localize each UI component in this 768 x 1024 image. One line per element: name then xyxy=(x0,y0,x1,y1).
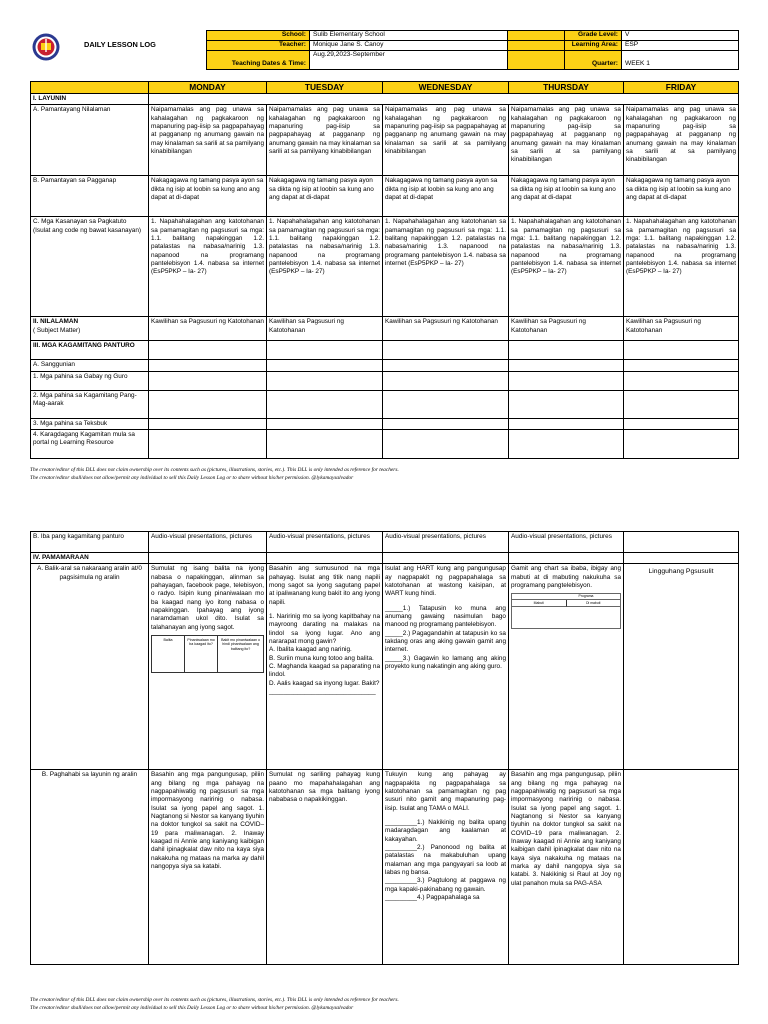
tuesday-choice-d: D. Aalis kaagad sa inyong lugar. Bakit? xyxy=(269,679,380,687)
friday-kasanayan: 1. Napahahalagahan ang katotohanan sa pamamagitan ng pagsusuri sa mga: 1.1. balitang napakinggan 1.2. patalastas na nabasa/narinig 1.3. napanood na programang pantelebisyon 1.4. nabasa sa internet (EsP5PKP – Ia- 27) xyxy=(624,217,739,317)
wednesday-paghahabi-3: _________3.) Pagtulong at paggawa ng mga kapaki-pakinabang ng gawain. xyxy=(385,877,506,893)
wednesday-paghahabi-intro: Tukuyin kung ang pahayag ay nagpapakita ng pagpapahalaga sa katotohanan sa pamamagitan ng pag susuri nito gamit ang mapanuring pag-iisip. Isulat ang TAMA o MALI. xyxy=(385,771,506,812)
document-title: DAILY LESSON LOG xyxy=(84,40,156,49)
wednesday-balik-aral xyxy=(383,564,509,770)
label-paghahabi: B. Paghahabi sa layunin ng aralin xyxy=(31,770,149,965)
tuesday-choice-a: A. Ibalita kaagad ang narinig. xyxy=(269,646,352,654)
day-header-thursday: THURSDAY xyxy=(509,82,624,94)
thursday-nilalaman: Kawilihan sa Pagsusuri ng Katotohanan xyxy=(509,317,624,341)
wednesday-paghahabi-1: _________1.) Nakikinig ng balita upang madaragdagan ang kaalaman at kakayahan. xyxy=(385,818,506,843)
school-value: Sulib Elementary School xyxy=(310,31,508,41)
wednesday-nilalaman: Kawilihan sa Pagsusuri ng Katotohanan xyxy=(383,317,509,341)
kasanayan-note: (Isulat ang code ng bawat kasanayan) xyxy=(33,226,142,234)
friday-balik-aral: Lingguhang Pgsusulit xyxy=(624,564,739,770)
thursday-balik-aral xyxy=(509,564,624,770)
label-pamantayan-pagganap: B. Pamantayan sa Pagganap xyxy=(31,176,149,217)
label-gabay-guro: 1. Mga pahina sa Gabay ng Guro xyxy=(31,371,149,390)
footer-page2 xyxy=(30,996,399,1012)
mini-col-balita: Balita xyxy=(152,636,185,672)
wednesday-item-1: _____1.) Tatapusin ko muna ang anumang gawaing nasimulan bago manood ng programang pantelebisyon. xyxy=(385,604,506,629)
thursday-pamantayang-nilalaman: Naipamamalas ang pag unawa sa kahalagahan ng pagkakaroon ng mapanuring pag-iisip sa pagpapahayag at paggananp ng anumang gawain na may kinalaman sa sarili at sa pamilyang kinabibilangan xyxy=(509,105,624,176)
wednesday-kasanayan: 1. Napahahalagahan ang katotohanan sa pamamagitan ng pagsusuri sa mga: 1.1. balitang napakinggan 1.2. patalastas na nabasa/narinig 1.3. napanood na programang pantelebisyon 1.4. nabasa sa internet (EsP5PKP – Ia- 27) xyxy=(383,217,509,317)
tuesday-choice-b: B. Suriin muna kung totoo ang balita. xyxy=(269,654,374,662)
friday-pamantayang-nilalaman: Naipamamalas ang pag unawa sa kahalagahan ng pagkakaroon ng mapanuring pag-iisip sa pagpapahayag at paggananp ng anumang gawain na may kinalaman sa sarili at sa pamilyang kinabibilangan xyxy=(624,105,739,176)
day-header-tuesday: TUESDAY xyxy=(267,82,383,94)
friday-nilalaman: Kawilihan sa Pagsusuri ng Katotohanan xyxy=(624,317,739,341)
nilalaman-title: II. NILALAMAN xyxy=(33,318,79,326)
label-karagdagang: 4. Karagdagang Kagamitan mula sa portal ng Learning Resource xyxy=(31,429,149,458)
label-kagamitang-mag-aaral: 2. Mga pahina sa Kagamitang Pang-Mag-aarak xyxy=(31,390,149,418)
friday-pamantayan-pagganap: Nakagagawa ng tamang pasya ayon sa dikta ng isip at loobin sa kung ano ang dapat at di-dapat xyxy=(624,176,739,217)
chart-col-di-mabuti: Di mabuti xyxy=(567,600,621,607)
dates-label: Teaching Dates & Time: xyxy=(207,51,310,70)
header-table xyxy=(206,30,739,70)
school-label: School: xyxy=(207,31,310,41)
wednesday-pamantayang-nilalaman: Naipamamalas ang pag unawa sa kahalagahan ng pagkakaroon ng mapanuring pag-iisip sa pagpapahayag at paggananp ng anumang gawain na may kinalaman sa sarili at sa pamilyang kinabibilangan xyxy=(383,105,509,176)
wednesday-paghahabi-4: _________4.) Pagpapahalaga sa xyxy=(385,893,480,901)
tuesday-answer-line: ______________________________ xyxy=(269,687,376,695)
tuesday-kasanayan: 1. Napahahalagahan ang katotohanan sa pamamagitan ng pagsusuri sa mga: 1.1. balitang napakinggan 1.2. patalastas na nabasa/narinig 1.3. napanood na programang pantelebisyon 1.4. nabasa sa internet (EsP5PKP – Ia- 27) xyxy=(267,217,383,317)
thursday-iba-pang: Audio-visual presentations, pictures xyxy=(509,532,624,553)
kasanayan-title: C. Mga Kasanayan sa Pagkatuto xyxy=(33,218,127,226)
label-balik-aral: A. Balik-aral sa nakaraang aralin at/0 pagsisimula ng aralin xyxy=(31,564,149,770)
teacher-value: Monique Jane S. Canoy xyxy=(310,41,508,51)
tuesday-pamantayan-pagganap: Nakagagawa ng tamang pasya ayon sa dikta ng isip at loobin sa kung ano ang dapat at di-dapat xyxy=(267,176,383,217)
footer-page1 xyxy=(30,466,399,482)
label-pamantayang-nilalaman: A. Pamantayang Nilalaman xyxy=(31,105,149,176)
footer-line2: The creator/editor shall/does not allow/permit any individual to sell this Daily Lesson Log or to share without his/her permission. @lykamaysalvador xyxy=(30,1005,354,1012)
tuesday-intro: Basahin ang sumusunod na mga pahayag. Isulat ang titik nang napili mong sagot sa iyong sagutang papel at ipaliwanang kung bakit ito ang iyong napili. xyxy=(269,565,380,606)
monday-nilalaman: Kawilihan sa Pagsusuri ng Katotohanan xyxy=(149,317,267,341)
day-header-monday: MONDAY xyxy=(149,82,267,94)
label-iba-pang: B. Iba pang kagamitang panturo xyxy=(31,532,149,553)
chart-col-mabuti: Mabuti xyxy=(512,600,567,607)
day-header-friday: FRIDAY xyxy=(624,82,739,94)
label-nilalaman xyxy=(31,317,149,341)
thursday-kasanayan: 1. Napahahalagahan ang katotohanan sa pamamagitan ng pagsusuri sa mga: 1.1. balitang napakinggan 1.2. patalastas na nabasa/narinig 1.3. napanood na programang pantelebisyon 1.4. nabasa sa internet (EsP5PKP – Ia- 27) xyxy=(509,217,624,317)
grade-label: Grade Level: xyxy=(565,31,622,41)
tuesday-paghahabi: Sumulat ng sariling pahayag kung paano mo mapahahalagahan ang katotohanan sa mga balitang iyong nababasa o napakikinggan. xyxy=(267,770,383,965)
monday-kasanayan: 1. Napahahalagahan ang katotohanan sa pamamagitan ng pagsusuri sa mga: 1.1. balitang napakinggan 1.2. patalastas na nabasa/narinig 1.3. napanood na programang pantelebisyon 1.4. nabasa sa internet (EsP5PKP – Ia- 27) xyxy=(149,217,267,317)
label-kasanayan xyxy=(31,217,149,317)
area-label: Learning Area: xyxy=(565,41,622,51)
monday-balik-aral xyxy=(149,564,267,770)
wednesday-paghahabi-2: _________2.) Panonood ng balita at patalastas na makabuluhan upang malaman ang mga pangyayari sa loob at labas ng bansa. xyxy=(385,843,506,876)
monday-balik-aral-table xyxy=(151,635,264,673)
deped-seal-icon xyxy=(32,33,60,61)
dates-value: Aug.29,2023-September xyxy=(310,51,508,70)
monday-balik-aral-text: Sumulat ng isang balita na iyong nabasa o napakinggan, alinman sa pahayagan, facebook page, telebisyon, o radyo. Isipin kung pinaniwalaan mo ba kaagad nang iyo itong nabasa o napakinggan. Ipahayag ang iyong naramdaman ukol dito. Isulat sa talahanayan ang iyong sagot. xyxy=(151,565,264,631)
section-pamamaraan: IV. PAMAMARAAN xyxy=(31,553,149,564)
section-layunin: I. LAYUNIN xyxy=(31,94,149,105)
monday-paghahabi: Basahin ang mga pangungusap, piliin ang bilang ng mga pahayag na nagpapahiwatig ng pagsusuri sa mga impormasyong naririnig o nabasa. Isulat sa iyong papel ang sagot. 1. Nagtanong si Nestor sa kanyang tiyuhin na doktor tungkol sa sakit na COVID–19 para maliwanagan. 2. Inaway kaagad ni Annie ang kaniyang kaibigan dahil ipinagkalat daw nito na kaya siya nakakuha ng mataas na marka ay dahil nangopya siya sa katabi. xyxy=(149,770,267,965)
thursday-paghahabi: Basahin ang mga pangungusap, piliin ang bilang ng mga pahayag na nagpapahiwatig ng pagsusuri sa mga impormasyong naririnig o nabasa. Isulat sa iyong papel ang sagot. 1. Nagtanong si Nestor sa kanyang tiyuhin na doktor tungkol sa sakit na COVID–19 para maliwanagan. 2. Inaway kaagad ni Annie ang kaniyang kaibigan dahil ipinagkalat daw nito na kaya siya nakakuha ng mataas na marka ay dahil nangopya siya sa katabi. 3. Nakikinig si Raul at Joy ng ulat panahon mula sa PAG-ASA xyxy=(509,770,624,965)
grade-value: V xyxy=(622,31,739,41)
wednesday-item-3: _____3.) Gagawin ko lamang ang aking proyekto kung nakatingin ang aking guro. xyxy=(385,654,506,670)
footer-line1: The creator/editor of this DLL does not claim ownership over its contents such as (pictures, illustrations, stories, etc.). This DLL is only intended as reference for teachers. xyxy=(30,467,399,473)
area-value: ESP xyxy=(622,41,739,51)
wednesday-iba-pang: Audio-visual presentations, pictures xyxy=(383,532,509,553)
chart-title: Programa xyxy=(512,594,620,600)
footer-line1: The creator/editor of this DLL does not claim ownership over its contents such as (pictures, illustrations, stories, etc.). This DLL is only intended as reference for teachers. xyxy=(30,997,399,1003)
thursday-pamantayan-pagganap: Nakagagawa ng tamang pasya ayon sa dikta ng isip at loobin sa kung ano ang dapat at di-dapat xyxy=(509,176,624,217)
label-sanggunian: A. Sanggunian xyxy=(31,360,149,371)
tuesday-iba-pang: Audio-visual presentations, pictures xyxy=(267,532,383,553)
thursday-text: Gamit ang chart sa ibaba, ibigay ang mabuti at di mabuting nakukuha sa programang pangtelebisyon. xyxy=(511,565,621,589)
teacher-label: Teacher: xyxy=(207,41,310,51)
footer-line2: The creator/editor shall/does not allow/permit any individual to sell this Daily Lesson Log or to share without his/her permission. @lykamaysalvador xyxy=(30,475,354,482)
day-header-wednesday: WEDNESDAY xyxy=(383,82,509,94)
wednesday-item-2: _____2.) Pagagandahin at tatapusin ko sa takdang oras ang aking gawain gamit ang internet. xyxy=(385,629,506,654)
monday-iba-pang: Audio-visual presentations, pictures xyxy=(149,532,267,553)
lesson-table-page2 xyxy=(30,531,739,965)
monday-pamantayang-nilalaman: Naipamamalas ang pag unawa sa kahalagahan ng pagkakaroon ng mapanuring pag-iisip sa pagpapahayag at paggananp ng anumang gawain na may kinalaman sa sarili at sa pamilyang kinabibilangan xyxy=(149,105,267,176)
quarter-label: Quarter: xyxy=(565,51,622,70)
nilalaman-sub: ( Subject Matter) xyxy=(33,326,81,334)
wednesday-paghahabi xyxy=(383,770,509,965)
thursday-chart xyxy=(511,593,621,629)
tuesday-nilalaman: Kawilihan sa Pagsusuri ng Katotohanan xyxy=(267,317,383,341)
lesson-table-page1 xyxy=(30,81,739,459)
wednesday-pamantayan-pagganap: Nakagagawa ng tamang pasya ayon sa dikta ng isip at loobin sa kung ano ang dapat at di-dapat xyxy=(383,176,509,217)
tuesday-balik-aral xyxy=(267,564,383,770)
mini-col-bakit: Bakit mo pinaniwalaan o hindi pinaniwalaan ang balitang ito? xyxy=(221,637,261,651)
mini-col-pinaniwalaan: Pinaniwalaan mo ba kaagad ito? xyxy=(185,636,218,672)
label-teksbuk: 3. Mga pahina sa Teksbuk xyxy=(31,418,149,429)
tuesday-question: 1. Naririnig mo sa iyong kapitbahay na mayroong darating na malakas na lindol sa iyong lugar. Ano ang nararapat mong gawin? xyxy=(269,612,380,645)
section-kagamitang: III. MGA KAGAMITANG PANTURO xyxy=(31,341,149,360)
quarter-value: WEEK 1 xyxy=(622,51,739,70)
tuesday-choice-c: C. Maghanda kaagad sa paparating na lindol. xyxy=(269,662,380,679)
monday-pamantayan-pagganap: Nakagagawa ng tamang pasya ayon sa dikta ng isip at loobin sa kung ano ang dapat at di-dapat xyxy=(149,176,267,217)
wednesday-intro: Isulat ang HART kung ang pangungusap ay nagpapakit ng pagpapahalaga sa katotohanan at wastong kaisipan, at WART kung hindi. xyxy=(385,565,506,598)
tuesday-pamantayang-nilalaman: Naipamamalas ang pag unawa sa kahalagahan ng pagkakaroon ng mapanuring pag-iisip sa pagpapahayag at paggananp ng anumang gawain na may kinalaman sa sarili at sa pamilyang kinabibilangan xyxy=(267,105,383,176)
